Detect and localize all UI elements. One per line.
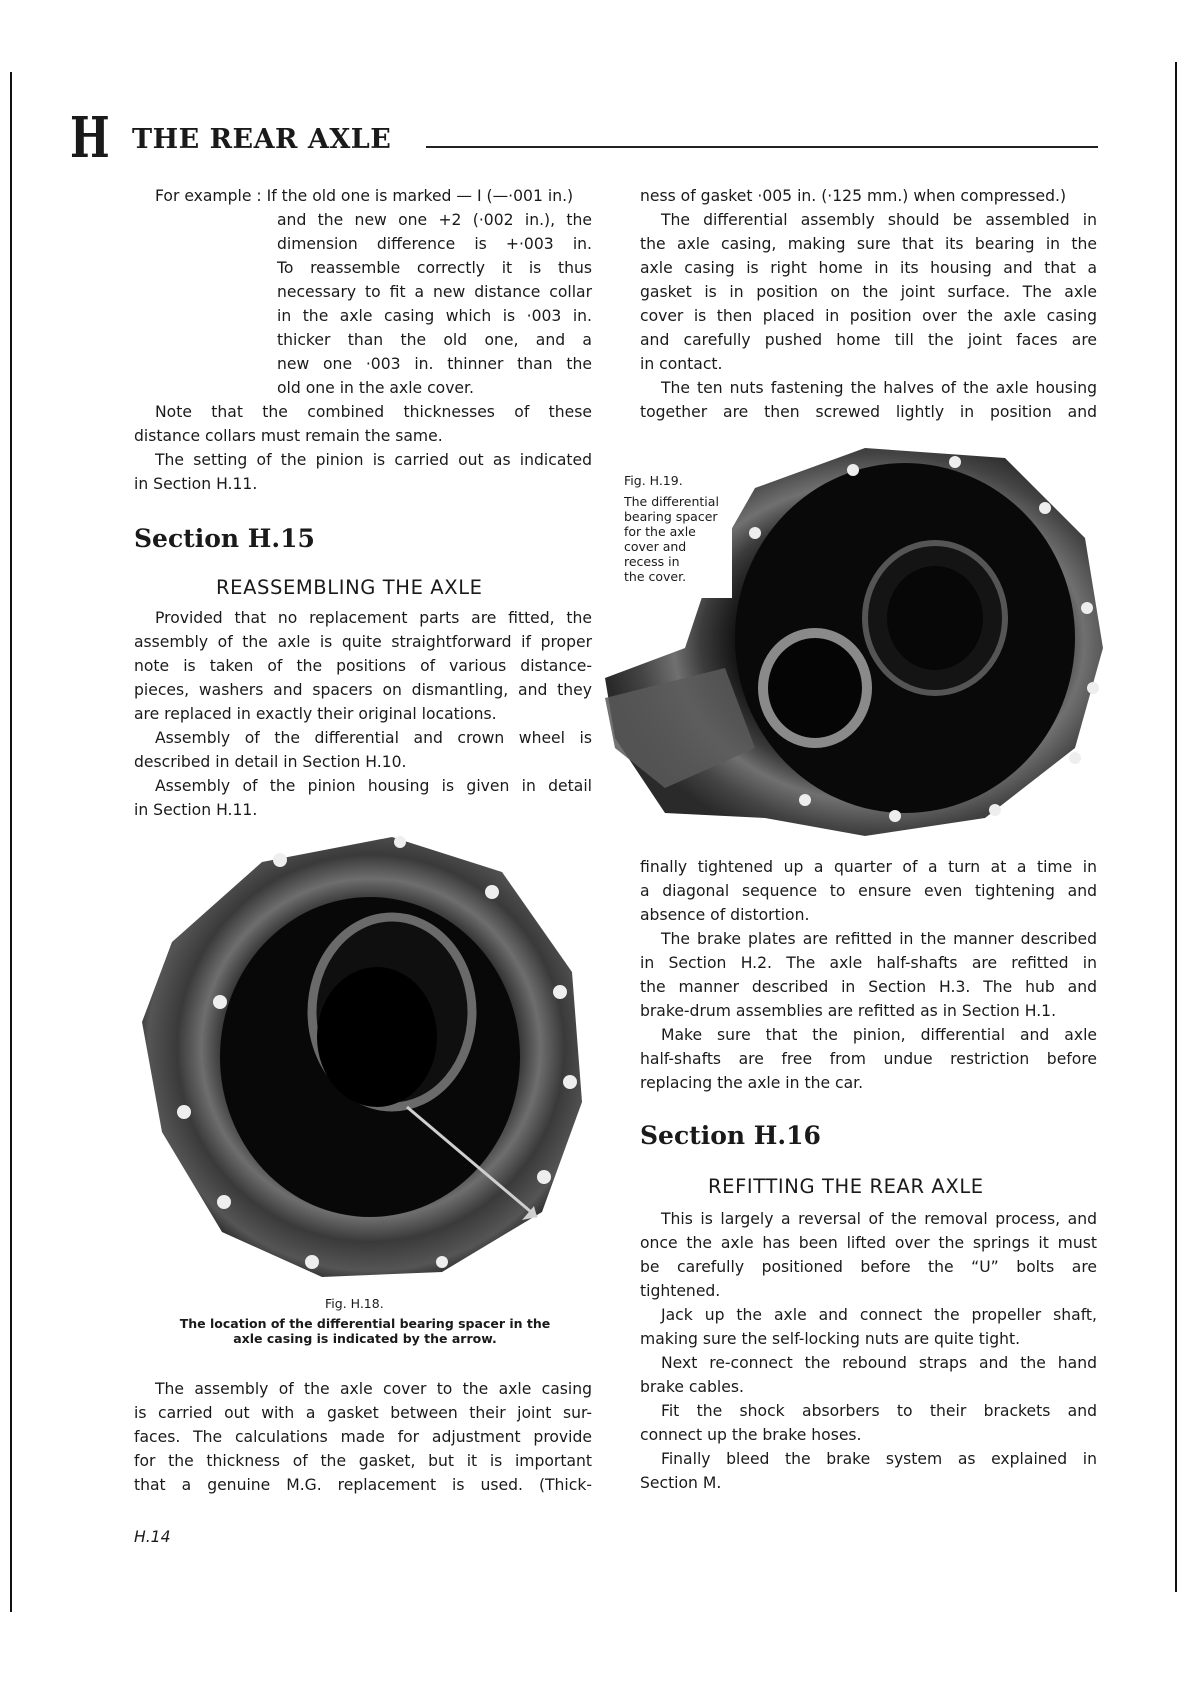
s16-line-12: Section M. [640,1474,722,1492]
s16-line-11: Finally bleed the brake system as explained in [661,1450,1097,1468]
bottom-line-5: that a genuine M.G. replacement is used. (Thick- [134,1476,592,1494]
s15-line-9: in Section H.11. [134,801,258,819]
s16-line-2: once the axle has been lifted over the springs it must [640,1234,1097,1252]
example-line-9: old one in the axle cover. [277,379,474,397]
s15-line-5: are replaced in exactly their original locations. [134,705,497,723]
note-line-1: Note that the combined thicknesses of these [155,403,592,421]
fig-h18-photo [142,832,588,1284]
fig-h19-caption-4: cover and [624,539,687,554]
bottom-line-2: is carried out with a gasket between their joint sur- [134,1404,592,1422]
r-mid-line-5: in Section H.2. The axle half-shafts are refitted in [640,954,1097,972]
chapter-letter: H [70,105,110,171]
example-line-5: necessary to fit a new distance collar [277,283,592,301]
r-top-line-8: in contact. [640,355,723,373]
s16-line-6: making sure the self-locking nuts are quite tight. [640,1330,1021,1348]
r-mid-line-9: half-shafts are free from undue restriction before [640,1050,1097,1068]
example-line-8: new one ·003 in. thinner than the [277,355,592,373]
s15-line-1: Provided that no replacement parts are fitted, the [155,609,592,627]
s16-line-3: be carefully positioned before the “U” bolts are [640,1258,1097,1276]
s16-line-8: brake cables. [640,1378,744,1396]
bottom-line-3: faces. The calculations made for adjustment provide [134,1428,592,1446]
s15-line-3: note is taken of the positions of various distance- [134,657,592,675]
s15-line-4: pieces, washers and spacers on dismantling, and they [134,681,592,699]
r-top-line-3: the axle casing, making sure that its bearing in the [640,235,1097,253]
section-h15-subheading: REASSEMBLING THE AXLE [216,576,483,599]
s16-line-9: Fit the shock absorbers to their brackets and [661,1402,1097,1420]
note-line-2: distance collars must remain the same. [134,427,443,445]
bottom-line-1: The assembly of the axle cover to the axle casing [155,1380,592,1398]
example-line-7: thicker than the old one, and a [277,331,592,349]
example-line-3: dimension difference is +·003 in. [277,235,592,253]
left-margin-rule [10,72,12,1612]
fig-h19-caption-5: recess in [624,554,680,569]
note-line-4: in Section H.11. [134,475,258,493]
note-line-3: The setting of the pinion is carried out as indicated [155,451,592,469]
r-mid-line-7: brake-drum assemblies are refitted as in Section H.1. [640,1002,1057,1020]
r-top-line-2: The differential assembly should be assembled in [661,211,1097,229]
r-top-line-7: and carefully pushed home till the joint faces are [640,331,1097,349]
example-line-2: and the new one +2 (·002 in.), the [277,211,592,229]
fig-h18-caption-1: The location of the differential bearing spacer in the [179,1316,551,1331]
example-line-1: For example : If the old one is marked — I (—·001 in.) [155,187,574,205]
section-h15-heading: Section H.15 [134,524,315,553]
s16-line-4: tightened. [640,1282,721,1300]
header-rule [426,146,1098,148]
fig-h18-label: Fig. H.18. [325,1296,384,1311]
s16-line-7: Next re-connect the rebound straps and the hand [661,1354,1097,1372]
bottom-line-4: for the thickness of the gasket, but it is important [134,1452,592,1470]
fig-h19-label: Fig. H.19. [624,473,683,488]
r-mid-line-6: the manner described in Section H.3. The hub and [640,978,1097,996]
fig-h19-caption-3: for the axle [624,524,696,539]
s15-line-8: Assembly of the pinion housing is given in detail [155,777,592,795]
example-line-6: in the axle casing which is ·003 in. [277,307,592,325]
section-h16-subheading: REFITTING THE REAR AXLE [708,1175,984,1198]
r-top-line-5: gasket is in position on the joint surface. The axle [640,283,1097,301]
s16-line-10: connect up the brake hoses. [640,1426,862,1444]
page-number: H.14 [134,1528,171,1546]
s15-line-2: assembly of the axle is quite straightforward if proper [134,633,592,651]
fig-h19-caption-6: the cover. [624,569,687,584]
r-mid-line-10: replacing the axle in the car. [640,1074,864,1092]
r-top-line-9: The ten nuts fastening the halves of the axle housing [661,379,1097,397]
r-top-line-6: cover is then placed in position over the axle casing [640,307,1097,325]
r-mid-line-2: a diagonal sequence to ensure even tightening and [640,882,1097,900]
s15-line-7: described in detail in Section H.10. [134,753,407,771]
r-mid-line-3: absence of distortion. [640,906,810,924]
page-title: THE REAR AXLE [132,124,392,155]
section-h16-heading: Section H.16 [640,1121,821,1150]
fig-h18-caption-2: axle casing is indicated by the arrow. [233,1331,497,1346]
fig-h19-caption-2: bearing spacer [624,509,718,524]
right-margin-rule [1175,62,1177,1592]
s15-line-6: Assembly of the differential and crown wheel is [155,729,592,747]
s16-line-5: Jack up the axle and connect the propeller shaft, [661,1306,1097,1324]
r-mid-line-1: finally tightened up a quarter of a turn at a time in [640,858,1097,876]
example-line-4: To reassemble correctly it is thus [277,259,592,277]
r-top-line-10: together are then screwed lightly in position and [640,403,1097,421]
s16-line-1: This is largely a reversal of the removal process, and [661,1210,1097,1228]
r-top-line-4: axle casing is right home in its housing and that a [640,259,1097,277]
r-top-line-1: ness of gasket ·005 in. (·125 mm.) when compressed.) [640,187,1067,205]
r-mid-line-8: Make sure that the pinion, differential and axle [661,1026,1097,1044]
fig-h19-caption-1: The differential [624,494,719,509]
r-mid-line-4: The brake plates are refitted in the manner described [661,930,1097,948]
